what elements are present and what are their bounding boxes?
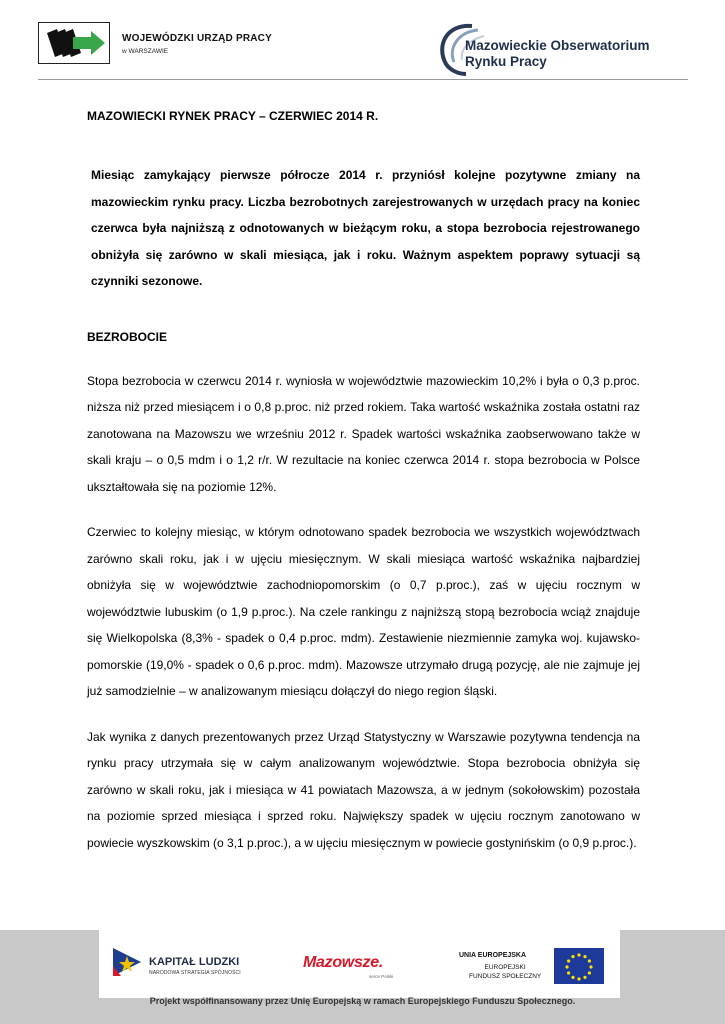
header-divider (38, 79, 688, 80)
page-footer (0, 928, 725, 1024)
ue-title: UNIA EUROPEJSKA (459, 952, 527, 959)
paragraph: Stopa bezrobocia w czerwcu 2014 r. wyniosła w województwie mazowieckim 10,2% i była o 0,3 p.proc. niższa niż przed miesiącem i o 0,8 p.proc. niż przed rokiem. Taka wartość wskaźnika została ostatni raz zanotowana na Mazowszu we wrześniu 2012 r. Spadek wartości wskaźnika zaobserwowano także w skali kraju – o 0,5 mdm i o 1,2 r/r. W rezultacie na koniec czerwca 2014 r. stopa bezrobocia w Polsce ukształtowała się na poziomie 12%. (87, 373, 640, 494)
paragraph: Jak wynika z danych prezentowanych przez Urząd Statystyczny w Warszawie pozytywna tendencja na rynku pracy utrzymała się w całym analizowanym województwie. Stopa bezrobocia obniżyła się zarówno w skali roku, jak i miesiąca w 41 powiatach Mazowsza, a w jednym (sokołowskim) pozostała na poziomie sprzed miesiąca i sprzed roku. Największy spadek w ujęciu rocznym zanotowano w powiecie wyszkowskim (o 3,1 p.proc.), a w ujęciu miesięcznym w powiecie gostynińskim (o 0,9 p.proc.). (87, 729, 640, 850)
eu-flag-icon (554, 948, 604, 984)
kl-subtitle: NARODOWA STRATEGIA SPÓJNOŚCI (149, 970, 241, 976)
ue-subtitle: EUROPEJSKI FUNDUSZ SPOŁECZNY (469, 964, 542, 980)
document-body (87, 106, 640, 856)
mazowsze-logo: Mazowsze. (303, 954, 383, 971)
observatory-title: Mazowieckie Obserwatorium Rynku Pracy (465, 38, 650, 69)
section-title: BEZROBOCIE (87, 329, 168, 344)
wup-subtitle: w WARSZAWIE (122, 48, 169, 55)
arrow-logo-icon (39, 23, 109, 63)
wup-logo (38, 22, 110, 64)
paragraph: Czerwiec to kolejny miesiąc, w którym odnotowano spadek bezrobocia we wszystkich województwach zarówno skali roku, jak i w ujęciu miesięcznym. W skali miesiąca wartość wskaźnika najbardziej obniżyła się w województwie zachodniopomorskim (o 0,7 p.proc.), zaś w ujęciu rocznym w województwie lubuskim (o 1,9 p.proc.). Na czele rankingu z najniższą stopą bezrobocia wciąż znajduje się Wielkopolska (8,3% - spadek o 0,4 p.proc. mdm). Zestawienie niezmiennie zamyka woj. kujawsko-pomorskie (19,0% - spadek o 0,6 p.proc. mdm). Mazowsze utrzymało drugą pozycję, ale nie zajmuje jej już samodzielnie – w analizowanym miesiącu dołączył do niego region śląski. (87, 525, 640, 698)
funding-note: Projekt współfinansowany przez Unię Europejską w ramach Europejskiego Funduszu Społecznego. (149, 996, 576, 1006)
kapital-ludzki-star-icon (109, 942, 145, 982)
funding-logos (99, 930, 620, 998)
document-title: MAZOWIECKI RYNEK PRACY – CZERWIEC 2014 R. (87, 109, 379, 123)
kl-title: KAPITAŁ LUDZKI (149, 956, 240, 968)
lead-paragraph: Miesiąc zamykający pierwsze półrocze 2014 r. przyniósł kolejne pozytywne zmiany na mazowieckim rynku pracy. Liczba bezrobotnych zarejestrowanych w urzędach pracy na koniec czerwca była najniższą z odnotowanych w bieżącym roku, a stopa bezrobocia rejestrowanego obniżyła się zarówno w skali miesiąca, jak i roku. Ważnym aspektem poprawy sytuacji są czynniki sezonowe. (91, 168, 640, 288)
wup-title: WOJEWÓDZKI URZĄD PRACY (122, 33, 272, 44)
mazowsze-tagline: serce Polski (369, 974, 394, 979)
page-header (0, 0, 725, 80)
